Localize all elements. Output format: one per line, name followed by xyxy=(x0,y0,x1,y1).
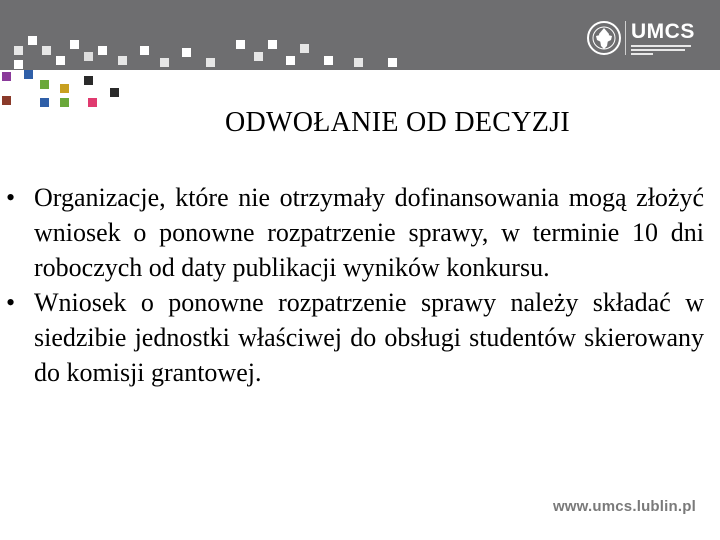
bullet-list xyxy=(6,180,704,390)
bullet-text: Wniosek o ponowne rozpatrzenie sprawy należy składać w siedzibie jednostki właściwej do obsługi studentów skierowany do komisji grantowej. xyxy=(34,288,704,387)
bullet-text: Organizacje, które nie otrzymały dofinansowania mogą złożyć wniosek o ponowne rozpatrzenie sprawy, w terminie 10 dni roboczych od daty publikacji wyników konkursu. xyxy=(34,183,704,282)
umcs-crest-icon xyxy=(586,20,622,56)
bullet-item xyxy=(6,180,704,285)
slide-title: ODWOŁANIE OD DECYZJI xyxy=(224,107,571,138)
footer-url[interactable]: www.umcs.lublin.pl xyxy=(552,498,696,515)
logo-divider xyxy=(625,21,626,55)
brand-name: UMCS xyxy=(631,20,695,43)
brand-subtitle-lines xyxy=(631,45,695,55)
bullet-item xyxy=(6,285,704,390)
bullet-marker: • xyxy=(6,288,16,317)
logo-text xyxy=(631,21,695,55)
umcs-logo xyxy=(586,18,695,58)
bullet-marker: • xyxy=(6,183,16,212)
